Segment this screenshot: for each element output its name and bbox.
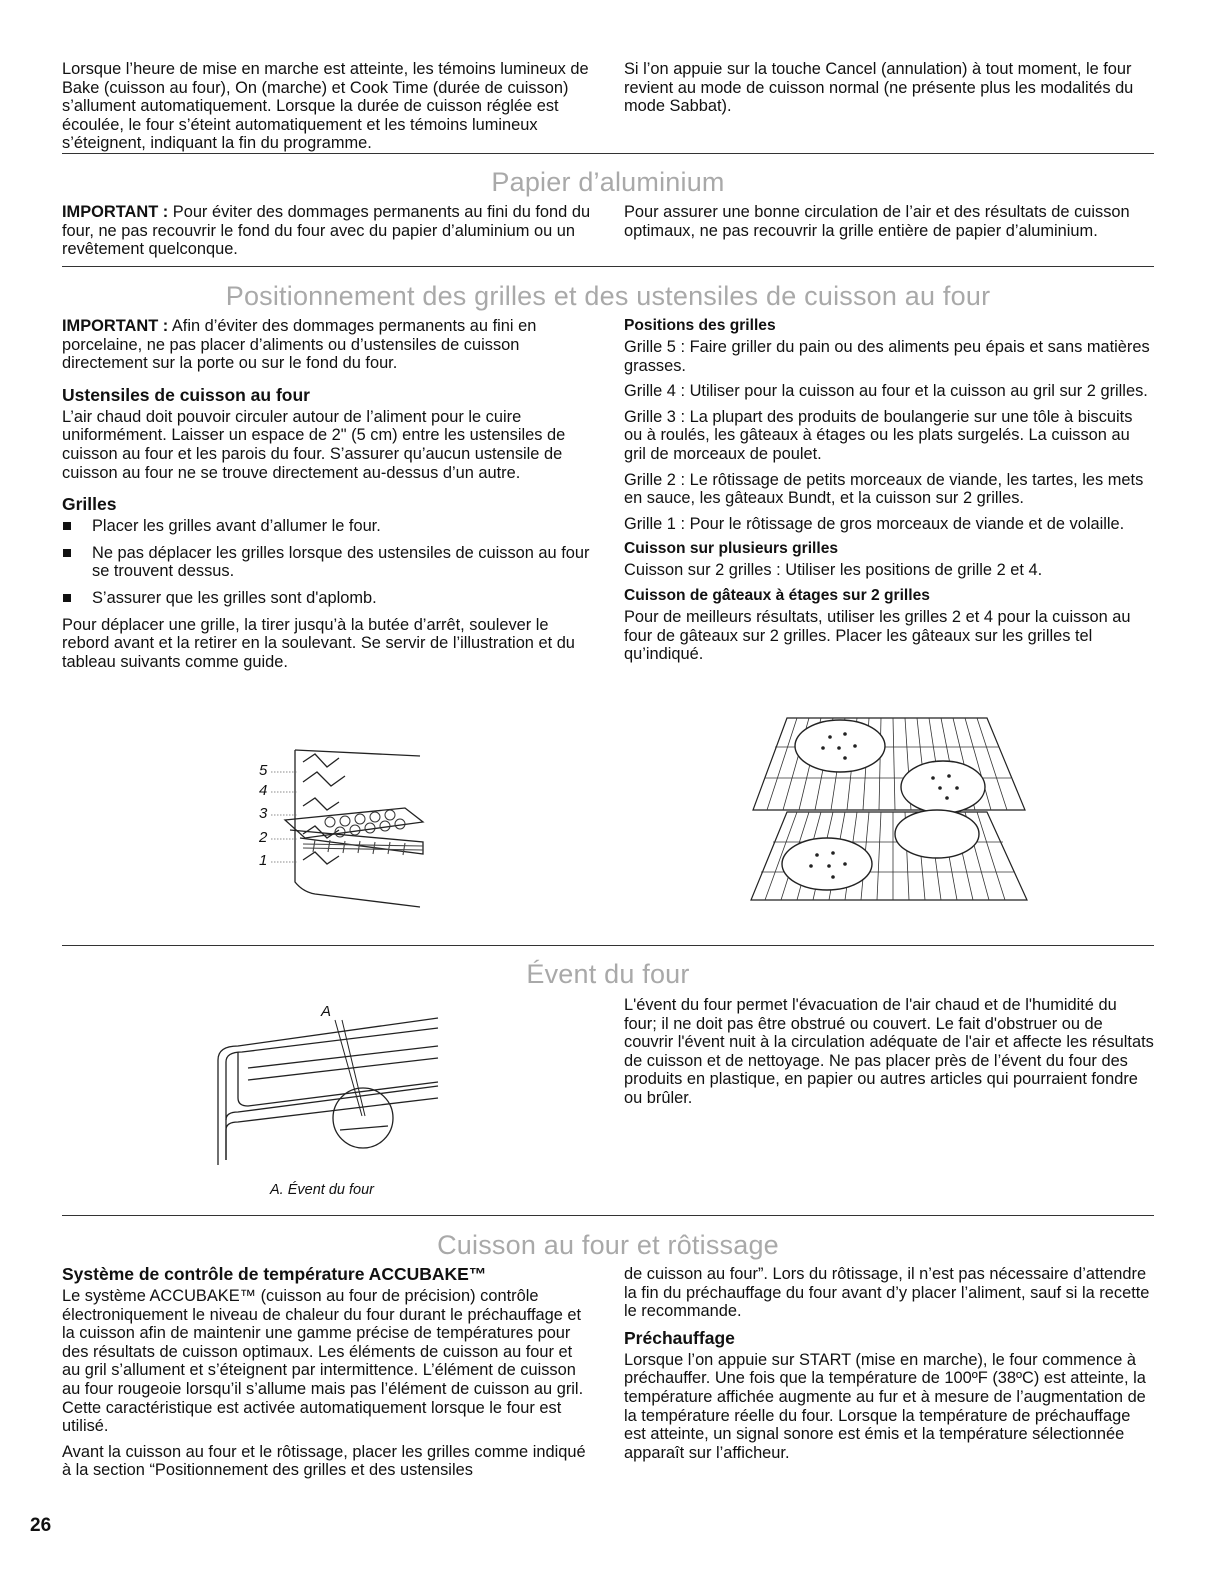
multi-rack-text: Cuisson sur 2 grilles : Utiliser les positions de grille 2 et 4.	[624, 561, 1043, 580]
section-title-positioning: Positionnement des grilles et des ustensiles de cuisson au four	[225, 281, 991, 311]
continued-text: de cuisson au four”. Lors du rôtissage, il n’est pas nécessaire d’attendre la fin du préchauffage du four avant d’y placer l’aliment, sauf si la recette le recommande.	[624, 1265, 1150, 1321]
vent-label-a: A	[321, 1003, 332, 1020]
baking-right	[624, 1265, 1154, 1469]
multi-rack-heading: Cuisson sur plusieurs grilles	[624, 540, 839, 558]
aluminium-text: Pour assurer une bonne circulation de l’air et des résultats de cuisson optimaux, ne pas recouvrir la grille entière de papier d’aluminium.	[624, 203, 1130, 240]
preheat-heading: Préchauffage	[624, 1327, 735, 1348]
layer-cake-heading: Cuisson de gâteaux à étages sur 2 grilles	[624, 586, 930, 604]
vent-text: L'évent du four permet l'évacuation de l'air chaud et de l'humidité du four; il ne doit pas être obstrué ou couvert. Le fait d'obstruer ou de couvrir l'évent nuit à la circulation adéquate de l'air et affecte les résultats de cuisson et de nettoyage. Ne pas placer près de l’évent du four des produits en plastique, en papier ou autres articles qui pourraient fondre ou brûler.	[624, 996, 1154, 1107]
divider	[62, 153, 1154, 154]
racks-list	[62, 517, 592, 607]
rack-label-4: 4	[259, 782, 268, 799]
baking-left	[62, 1264, 592, 1487]
aluminium-left	[62, 203, 592, 266]
cookware-text: L’air chaud doit pouvoir circuler autour de l’aliment pour le cuire uniformément. Laisser un espace de 2" (5 cm) entre les ustensiles de cuisson au four et les parois du four. S’assurer qu’aucun ustensile de cuisson au four ne se trouve directement au-dessus d’un autre.	[62, 407, 566, 482]
list-item: Placer les grilles avant d’allumer le four.	[62, 517, 592, 536]
vent-text-block	[624, 996, 1154, 1115]
aluminium-important-text: Pour éviter des dommages permanents au fini du fond du four, ne pas recouvrir le fond du four avec du papier d’aluminium ou un revêtement quelconque.	[62, 203, 591, 259]
position-item: Grille 2 : Le rôtissage de petits morceaux de viande, les tartes, les mets en sauce, les gâteaux Bundt, et la cuisson sur 2 grilles.	[624, 470, 1144, 508]
sabbath-end-paragraph: Lorsque l’heure de mise en marche est atteinte, les témoins lumineux de Bake (cuisson au four), On (marche) et Cook Time (durée de cuisson) s’allument automatiquement. Lorsque la durée de cuisson réglée est écoulée, le four s’éteint automatiquement et les témoins lumineux s’éteignent, indiquant la fin du programme.	[62, 60, 589, 153]
important-label: IMPORTANT :	[62, 203, 169, 221]
position-item: Grille 3 : La plupart des produits de boulangerie sur une tôle à biscuits ou à roulés, les gâteaux à étages ou les plats surgelés. La cuisson au gril de morceaux de poulet.	[624, 407, 1133, 463]
position-item: Grille 5 : Faire griller du pain ou des aliments peu épais et sans matières grasses.	[624, 338, 1150, 375]
racks-heading: Grilles	[62, 494, 117, 515]
section-title-aluminium: Papier d’aluminium	[491, 167, 725, 197]
preheat-text: Lorsque l’on appuie sur START (mise en marche), le four commence à préchauffer. Une fois que la température de 100ºF (38ºC) est atteinte, la température affichée augmente au fur et à mesure de l’augmentation de la température réelle du four. Lorsque la température de préchauffage est atteinte, un signal sonore est émis et la température sélectionnée apparaît sur l’afficheur.	[624, 1350, 1146, 1462]
section-title-baking: Cuisson au four et rôtissage	[437, 1230, 779, 1260]
list-item: S’assurer que les grilles sont d'aplomb.	[62, 589, 592, 608]
aluminium-right	[624, 203, 1154, 247]
accubake-heading: Système de contrôle de température ACCUBAKE™	[62, 1264, 487, 1284]
two-rack-cakes-illustration	[745, 712, 1030, 904]
before-baking-text: Avant la cuisson au four et le rôtissage, placer les grilles comme indiqué à la section “Positionnement des grilles et des ustensiles	[62, 1442, 586, 1480]
cookware-heading: Ustensiles de cuisson au four	[62, 384, 310, 405]
position-item: Grille 4 : Utiliser pour la cuisson au four et la cuisson au gril sur 2 grilles.	[624, 382, 1148, 401]
positioning-left	[62, 317, 592, 678]
important-label: IMPORTANT :	[62, 317, 169, 335]
divider	[62, 266, 1154, 267]
rack-label-1: 1	[259, 852, 268, 869]
list-item: Ne pas déplacer les grilles lorsque des ustensiles de cuisson au four se trouvent dessus.	[62, 544, 592, 581]
vent-caption: A. Évent du four	[270, 1182, 374, 1198]
divider	[62, 945, 1154, 946]
top-left-text	[62, 60, 592, 160]
positioning-right	[624, 317, 1154, 671]
oven-rack-illustration	[255, 742, 425, 914]
layer-cake-text: Pour de meilleurs résultats, utiliser les grilles 2 et 4 pour la cuisson au four de gâteaux sur 2 grilles. Placer les gâteaux sur les grilles tel qu’indiqué.	[624, 607, 1131, 664]
cancel-paragraph: Si l’on appuie sur la touche Cancel (annulation) à tout moment, le four revient au mode de cuisson normal (ne présente plus les modalités du mode Sabbat).	[624, 60, 1134, 116]
positions-heading: Positions des grilles	[624, 317, 776, 334]
rack-label-3: 3	[259, 805, 268, 822]
page-number: 26	[30, 1515, 52, 1536]
positioning-important-text: Afin d’éviter des dommages permanents au fini en porcelaine, ne pas placer d’aliments ou d’ustensiles de cuisson directement sur la porte ou sur le fond du four.	[62, 317, 537, 373]
rack-label-5: 5	[259, 762, 268, 779]
section-title-vent: Évent du four	[526, 959, 690, 989]
racks-text: Pour déplacer une grille, la tirer jusqu’à la butée d’arrêt, soulever le rebord avant et la retirer en la soulevant. Se servir de l’illustration et du tableau suivants comme guide.	[62, 615, 575, 671]
top-right-text	[624, 60, 1154, 123]
rack-label-2: 2	[259, 829, 268, 846]
position-item: Grille 1 : Pour le rôtissage de gros morceaux de viande et de volaille.	[624, 514, 1125, 533]
oven-vent-illustration	[208, 1010, 448, 1170]
accubake-text: Le système ACCUBAKE™ (cuisson au four de précision) contrôle électroniquement le niveau de chaleur du four durant le préchauffage et la cuisson afin de maintenir une gamme précise de températures pour des résultats de cuisson optimaux. Les éléments de cuisson au four et au gril s’allument et s’éteignent par intermittence. L’élément de cuisson au four rougeoie lorsqu’il s’allume mais pas l’élément de cuisson au gril. Cette caractéristique est activée automatiquement lorsque le four est utilisé.	[62, 1287, 584, 1436]
divider	[62, 1215, 1154, 1216]
